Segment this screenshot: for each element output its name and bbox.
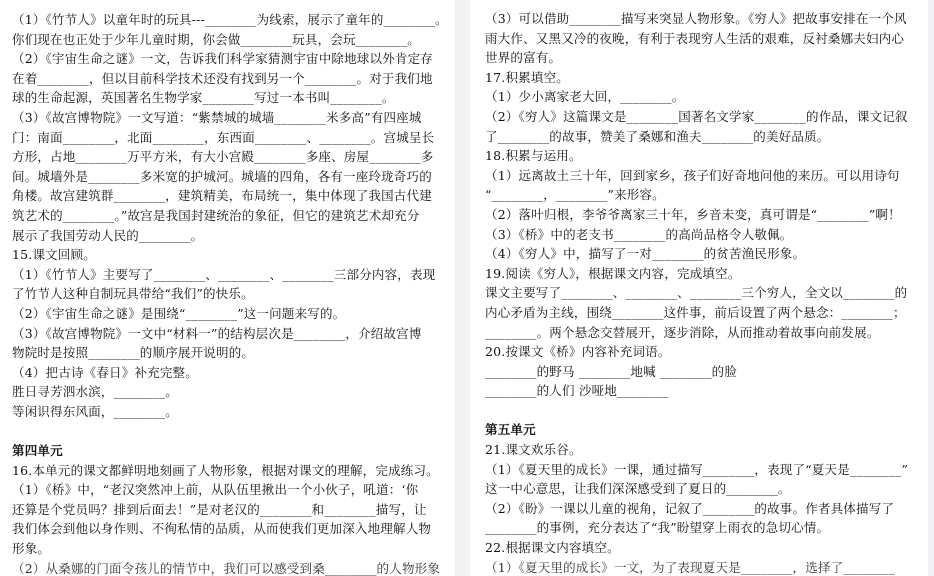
document-page-left [0, 0, 455, 576]
text-line: 内心矛盾为主线，围绕________这件事，前后设置了两个悬念：________； [485, 304, 906, 320]
text-line: 20.按课文《桥》内容补充词语。 [485, 344, 671, 360]
text-line: 展示了我国劳动人民的________。 [12, 227, 204, 243]
text-line: （1）《夏天里的成长》一课，通过描写________，表现了“夏天是________” [485, 461, 909, 477]
text-line: 间。城墙外是________多米宽的护城河。城墙的四角，各有一座玲珑奇巧的 [12, 168, 432, 184]
text-line: 课文主要写了________、________、________三个穷人，全文以________的 [485, 285, 908, 301]
text-line: 16.本单元的课文都鲜明地刻画了人物形象，根据对课文的理解，完成练习。 [12, 462, 439, 478]
text-line: （2）落叶归根，李爷爷离家三十年，乡音未变，真可谓是“________”啊！ [485, 206, 901, 222]
text-line: （3）《故宫博物院》一文写道：“紫禁城的城墙________米多高”有四座城 [12, 109, 422, 125]
text-line: （3）《故宫博物院》一文中“材料一”的结构层次是________，介绍故宫博 [12, 325, 422, 341]
text-line: 我们体会到他以身作则、不徇私情的品质，从而使我们更加深入地理解人物 [12, 521, 432, 537]
text-line: 形象。 [12, 541, 51, 557]
page-content [12, 10, 447, 576]
text-line: 15.课文回顾。 [12, 247, 96, 263]
text-line: 筑艺术的________。”故宫是我国封建统治的象征，但它的建筑艺术却充分 [12, 207, 420, 223]
text-line: 在着________，但以目前科学技术还没有找到另一个________。对于我们地 [12, 70, 433, 86]
document-page-right [470, 0, 928, 576]
text-line: 雨大作、又黑又冷的夜晚，有利于表现穷人生活的艰难，反衬桑娜夫妇内心 [485, 30, 905, 46]
text-line: 球的生命起源，英国著名生物学家________写过一本书叫________。 [12, 90, 395, 106]
text-line: 22.根据课文内容填空。 [485, 540, 620, 556]
section-heading: 第四单元 [12, 443, 63, 459]
text-line: （1）远离故土三十年，回到家乡，孩子们好奇地问他的来历。可以用诗句 [485, 167, 900, 183]
text-line: （3）《桥》中的老支书________的高尚品格令人敬佩。 [485, 226, 793, 242]
text-line: （4）《穷人》中，描写了一对________的贫苦渔民形象。 [485, 246, 806, 262]
text-line: 19.阅读《穷人》，根据课文内容，完成填空。 [485, 265, 741, 281]
page-content [485, 9, 920, 576]
section-heading: 第五单元 [485, 422, 536, 438]
text-line: ________的野马 ________地喊 ________的脸 [485, 363, 738, 379]
text-line: （2）《盼》一课以儿童的视角，记叙了________的故事。作者具体描写了 [485, 500, 895, 516]
text-line: （2）《穷人》这篇课文是________国著名文学家________的作品，课文记叙 [485, 108, 908, 124]
text-line: 物院时是按照________的顺序展开说明的。 [12, 345, 255, 361]
text-line: （4）把古诗《春日》补充完整。 [12, 364, 198, 380]
text-line: 18.积累与运用。 [485, 148, 582, 164]
text-line: 了________的故事，赞美了桑娜和渔夫________的美好品质。 [485, 128, 830, 144]
text-line: ________。两个悬念交替展开，逐步消除，从而推动着故事向前发展。 [485, 324, 880, 340]
text-line: （3）可以借助________描写来突显人物形象。《穷人》把故事安排在一个风 [485, 11, 907, 26]
text-line: 胜日寻芳泗水滨，________。 [12, 384, 178, 400]
text-line: ________的人们 沙哑地________ [485, 383, 669, 399]
text-line: “________，________”来形容。 [485, 187, 665, 203]
text-line: 了竹节人这种自制玩具带给“我们”的快乐。 [12, 286, 254, 302]
text-line: （1）《桥》中，“老汉突然冲上前，从队伍里揪出一个小伙子，吼道：‘你 [12, 482, 419, 498]
text-line: 还算是个党员吗？排到后面去！”是对老汉的________和________描写，让 [12, 501, 427, 517]
text-line: （1）《夏天里的成长》一文，为了表现夏天是________，选择了________ [485, 559, 895, 575]
text-line: 你们现在也正处于少年儿童时期，你会做________玩具，会玩________。 [12, 31, 421, 47]
text-line: 21.课文欢乐谷。 [485, 442, 582, 458]
text-line: 世界的富有。 [485, 50, 562, 66]
spacer [485, 401, 920, 421]
text-line: 等闲识得东风面，________。 [12, 403, 178, 419]
text-line: 方形，占地________万平方米，有大小宫殿________多座、房屋________多 [12, 149, 434, 165]
text-line: （1）《竹节人》主要写了________、________、________三部分内容，表现 [12, 266, 436, 282]
text-line: 这一中心意思，让我们深深感受到了夏日的________。 [485, 481, 791, 497]
text-line: 角楼。故宫建筑群________，建筑精美，布局统一，集中体现了我国古代建 [12, 188, 432, 204]
text-line: （2）从桑娜的门面令孩儿的情节中，我们可以感受到桑________的人物形象 [12, 560, 441, 576]
spacer [12, 421, 447, 441]
text-line: （2）《宇宙生命之谜》是围绕“________”这一问题来写的。 [12, 305, 346, 321]
text-line: 17.积累填空。 [485, 69, 569, 85]
text-line: （2）《宇宙生命之谜》一文，告诉我们科学家猜测宇宙中除地球以外肯定存 [12, 51, 434, 67]
text-line: （1）少小离家老大回，________。 [485, 89, 685, 105]
text-line: ________的事例，充分表达了“我”盼望穿上雨衣的急切心情。 [485, 520, 830, 536]
text-line: （1）《竹节人》以童年时的玩具---________为线索，展示了童年的________。 [12, 12, 448, 27]
text-line: 门：南面________，北面________，东西面________、________。宫城呈长 [12, 129, 435, 145]
